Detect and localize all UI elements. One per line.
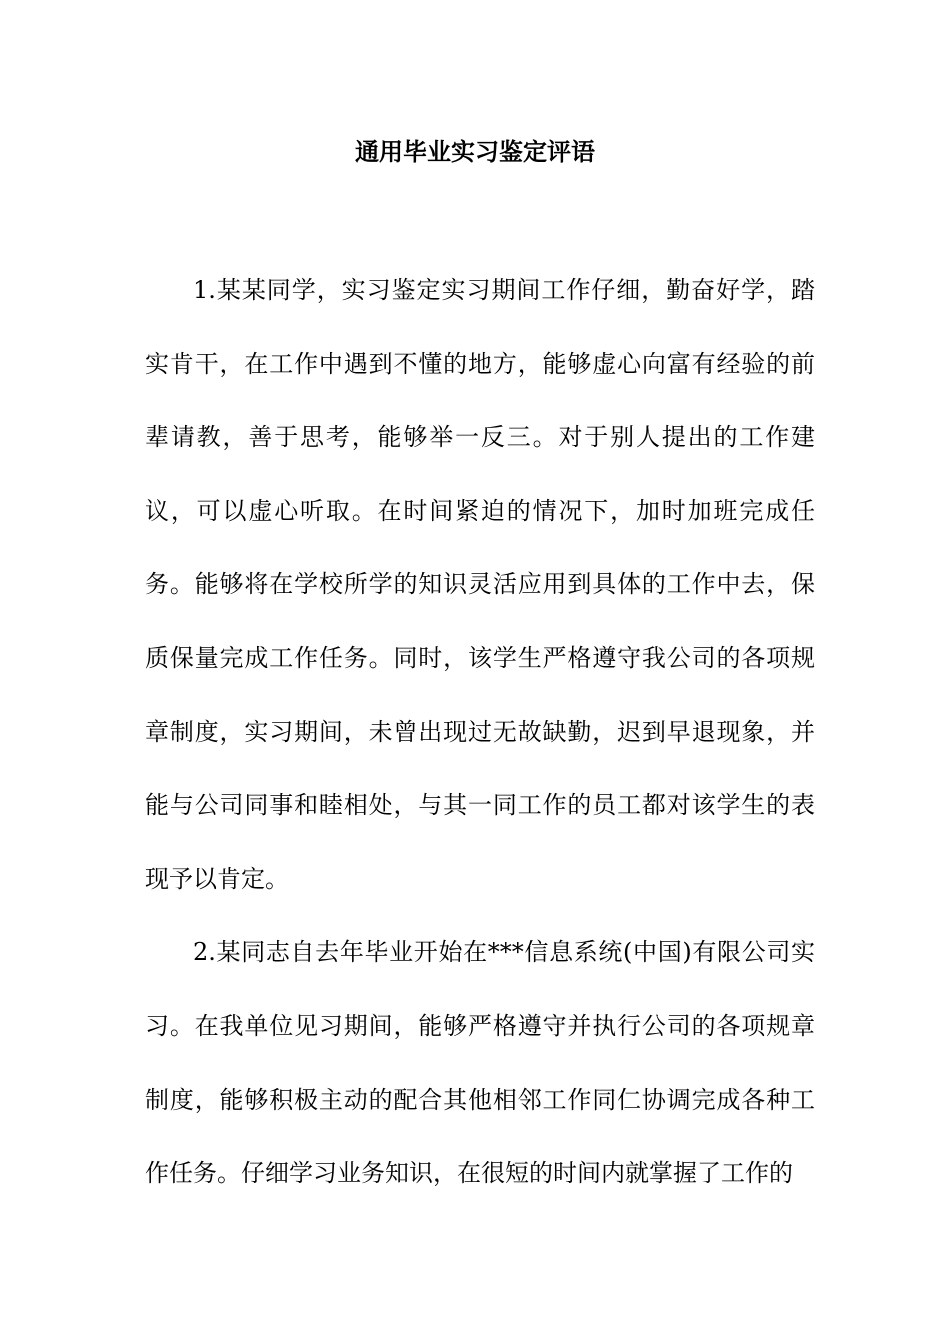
paragraph-1: 1.某某同学，实习鉴定实习期间工作仔细，勤奋好学，踏实肯干，在工作中遇到不懂的地方，能够虚心向富有经验的前辈请教，善于思考，能够举一反三。对于别人提出的工作建议，可以虚心听取。在时间紧迫的情况下，加时加班完成任务。能够将在学校所学的知识灵活应用到具体的工作中去，保质保量完成工作任务。同时，该学生严格遵守我公司的各项规章制度，实习期间，未曾出现过无故缺勤，迟到早退现象，并能与公司同事和睦相处，与其一同工作的员工都对该学生的表现予以肯定。	[145, 276, 815, 893]
paragraph-2: 2.某同志自去年毕业开始在***信息系统(中国)有限公司实习。在我单位见习期间，能够严格遵守并执行公司的各项规章制度，能够积极主动的配合其他相邻工作同仁协调完成各种工作任务。仔细学习业务知识，在很短的时间内就掌握了工作的	[145, 938, 815, 1188]
document-body	[145, 254, 815, 1211]
document-title: 通用毕业实习鉴定评语	[355, 138, 595, 166]
